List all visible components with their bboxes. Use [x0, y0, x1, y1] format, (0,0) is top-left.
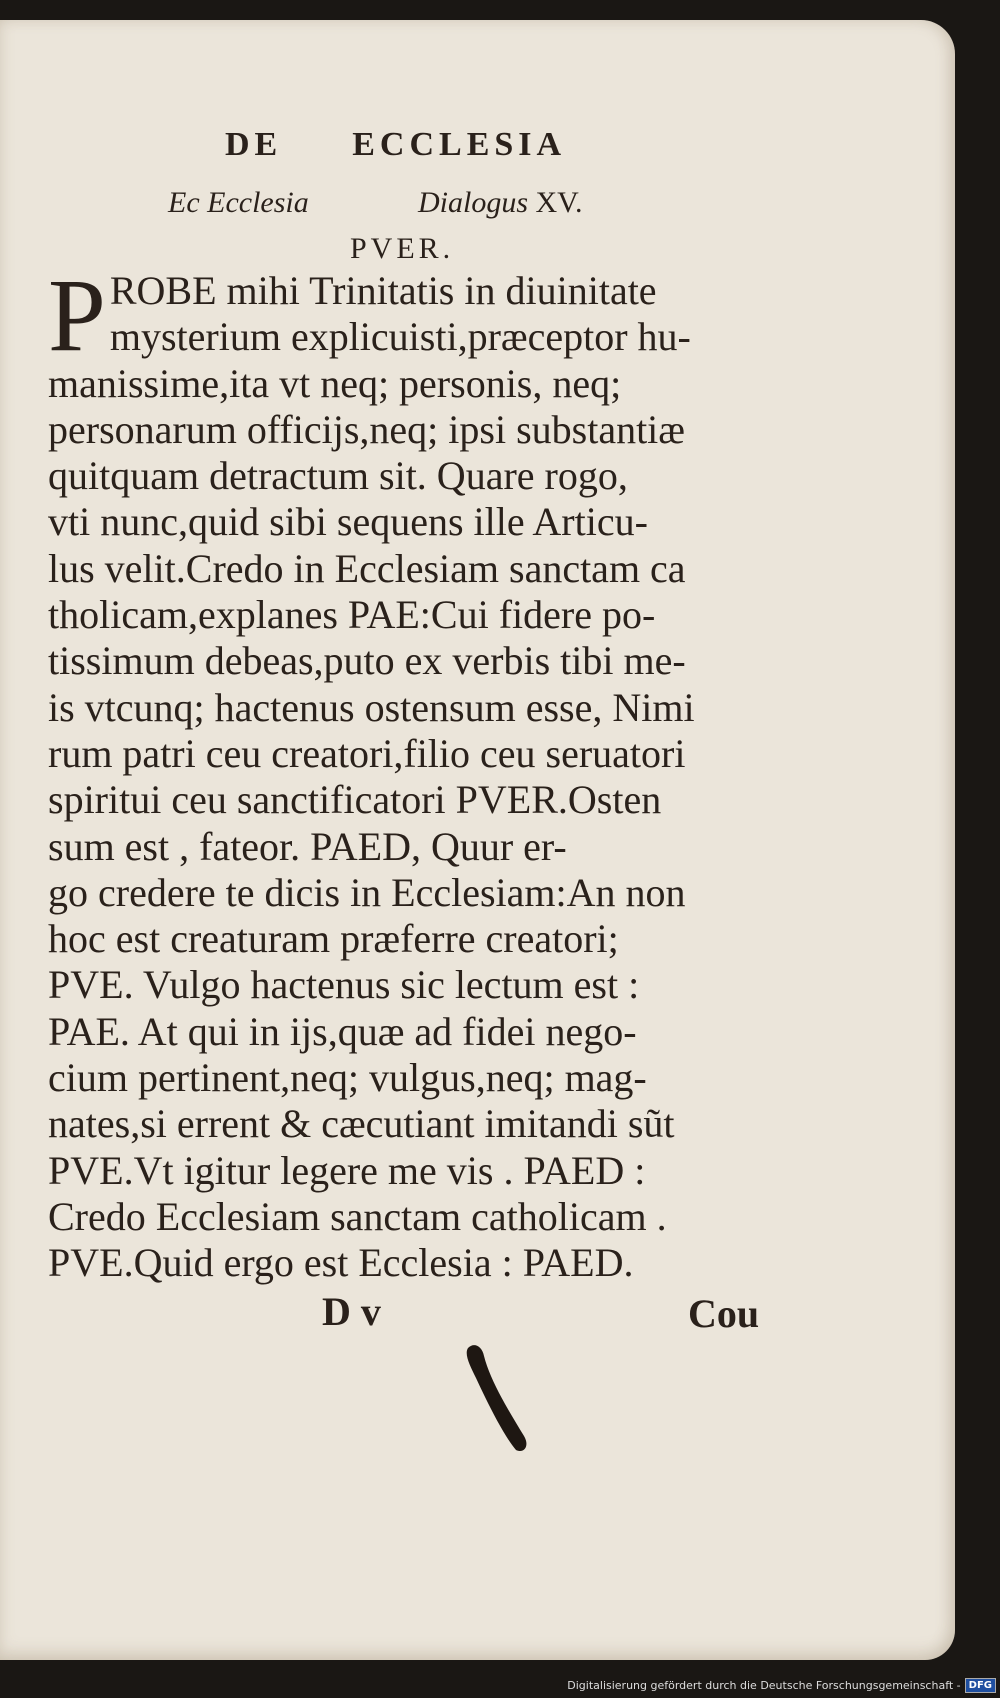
signature-mark: D v — [322, 1289, 381, 1334]
margin-note: Ec Ecclesia — [168, 186, 309, 219]
speaker-heading: PVER. — [350, 232, 455, 265]
text-line: sum est , fateor. PAED, Quur er- — [48, 823, 567, 869]
running-head — [225, 126, 566, 164]
text-line: personarum officijs,neq; ipsi substantiæ — [48, 406, 685, 452]
text-line: quitquam detractum sit. Quare rogo, — [48, 453, 628, 499]
dialog-title: Dialogus — [418, 186, 529, 219]
text-line: go credere te dicis in Ecclesiam:An non — [48, 869, 686, 915]
dialog-heading — [418, 186, 582, 220]
text-line: nates,si errent & cæcutiant imitandi sũt — [48, 1101, 675, 1147]
catchword: Cou — [688, 1291, 760, 1336]
text-line: hoc est creaturam præferre creatori; — [48, 916, 619, 962]
text-line: tissimum debeas,puto ex verbis tibi me- — [48, 638, 686, 684]
text-line: vti nunc,quid sibi sequens ille Articu- — [48, 499, 648, 545]
text-line: PVE.Vt igitur legere me vis . PAED : — [48, 1147, 646, 1193]
text-line: Credo Ecclesiam sanctam catholicam . — [48, 1193, 667, 1239]
text-line: ROBE mihi Trinitatis in diuinitate — [109, 268, 657, 313]
text-line: mysterium explicuisti,præceptor hu- — [109, 314, 691, 360]
text-line: tholicam,explanes PAE:Cui fidere po- — [48, 592, 656, 638]
footer-credit — [567, 1676, 996, 1694]
dialog-number: XV. — [535, 186, 583, 219]
running-head-left: DE — [225, 126, 283, 163]
text-line: PAE. At qui in ijs,quæ ad fidei nego- — [48, 1008, 637, 1054]
text-line: PVE.Quid ergo est Ecclesia : PAED. — [48, 1240, 634, 1286]
drop-cap: P — [48, 258, 106, 373]
text-line: PVE. Vulgo hactenus sic lectum est : — [48, 962, 640, 1008]
text-line: manissime,ita vt neq; personis, neq; — [48, 360, 622, 406]
text-line: rum patri ceu creatori,filio ceu seruatori — [48, 730, 686, 776]
body-text — [48, 258, 778, 1287]
running-head-right: ECCLESIA — [352, 126, 567, 163]
text-line: spiritui ceu sanctificatori PVER.Osten — [48, 777, 662, 823]
text-line: cium pertinent,neq; vulgus,neq; mag- — [48, 1055, 647, 1101]
footer-credit-text: Digitalisierung gefördert durch die Deutsche Forschungsgemeinschaft - — [567, 1678, 961, 1692]
dfg-logo: DFG — [965, 1678, 996, 1693]
ink-stain — [458, 1340, 538, 1460]
text-line: lus velit.Credo in Ecclesiam sanctam ca — [48, 545, 686, 591]
text-line: is vtcunq; hactenus ostensum esse, Nimi — [48, 684, 695, 730]
